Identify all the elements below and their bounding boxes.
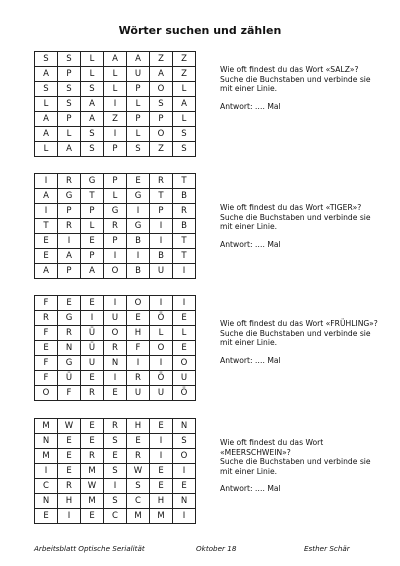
grid-cell: G xyxy=(81,174,104,189)
grid-cell: R xyxy=(104,419,127,434)
grid-cell: O xyxy=(104,264,127,279)
grid-cell: L xyxy=(173,82,196,97)
grid-cell: S xyxy=(104,464,127,479)
grid-cell: P xyxy=(104,174,127,189)
grid-cell: M xyxy=(127,509,150,524)
grid-cell: Z xyxy=(173,67,196,82)
grid-cell: I xyxy=(173,464,196,479)
page-title: Wörter suchen und zählen xyxy=(118,24,282,37)
grid-cell: E xyxy=(35,341,58,356)
task-text xyxy=(220,319,390,365)
grid-cell: E xyxy=(35,234,58,249)
grid-cell: E xyxy=(150,479,173,494)
question-line: «MEERSCHWEIN»? xyxy=(220,447,291,457)
grid-row xyxy=(35,464,196,479)
grid-cell: Ü xyxy=(81,326,104,341)
question-line: mit einer Linie. xyxy=(220,338,278,348)
grid-cell: N xyxy=(104,356,127,371)
question-line: Suche die Buchstaben und verbinde sie xyxy=(220,212,371,222)
grid-cell: I xyxy=(150,219,173,234)
grid-cell: Z xyxy=(150,52,173,67)
grid-cell: O xyxy=(104,326,127,341)
grid-cell: I xyxy=(173,264,196,279)
grid-cell: U xyxy=(104,311,127,326)
grid-cell: I xyxy=(104,249,127,264)
grid-cell: T xyxy=(150,189,173,204)
grid-cell: I xyxy=(104,371,127,386)
grid-row xyxy=(35,479,196,494)
grid-cell: C xyxy=(35,479,58,494)
grid-cell: P xyxy=(104,142,127,157)
grid-cell: I xyxy=(35,174,58,189)
grid-cell: I xyxy=(150,296,173,311)
question-line: Suche die Buchstaben und verbinde sie xyxy=(220,457,371,467)
grid-cell: A xyxy=(150,67,173,82)
grid-cell: Z xyxy=(104,112,127,127)
grid-cell: L xyxy=(35,97,58,112)
grid-cell: I xyxy=(58,509,81,524)
grid-cell: B xyxy=(127,234,150,249)
grid-cell: R xyxy=(81,449,104,464)
grid-cell: E xyxy=(81,234,104,249)
grid-row xyxy=(35,249,196,264)
grid-row xyxy=(35,142,196,157)
grid-cell: R xyxy=(127,371,150,386)
grid-cell: E xyxy=(81,434,104,449)
grid-cell: I xyxy=(150,434,173,449)
grid-cell: L xyxy=(35,142,58,157)
grid-cell: E xyxy=(58,464,81,479)
grid-row xyxy=(35,296,196,311)
grid-cell: I xyxy=(104,479,127,494)
grid-cell: E xyxy=(58,449,81,464)
grid-cell: P xyxy=(58,204,81,219)
grid-cell: I xyxy=(150,449,173,464)
grid-cell: O xyxy=(173,356,196,371)
grid-row xyxy=(35,356,196,371)
grid-row xyxy=(35,434,196,449)
grid-cell: O xyxy=(35,386,58,401)
footer-left: Arbeitsblatt Optische Serialität xyxy=(34,544,145,553)
grid-cell: W xyxy=(58,419,81,434)
footer-center: Oktober 18 xyxy=(196,544,237,553)
grid-cell: I xyxy=(104,296,127,311)
grid-cell: S xyxy=(35,52,58,67)
grid-row xyxy=(35,494,196,509)
grid-cell: L xyxy=(81,219,104,234)
grid-cell: A xyxy=(58,249,81,264)
grid-cell: G xyxy=(58,356,81,371)
grid-cell: G xyxy=(104,204,127,219)
grid-cell: N xyxy=(173,419,196,434)
grid-cell: I xyxy=(58,234,81,249)
grid-cell: O xyxy=(150,341,173,356)
question-line: mit einer Linie. xyxy=(220,466,278,476)
letter-grid xyxy=(34,418,196,524)
grid-row xyxy=(35,112,196,127)
grid-cell: S xyxy=(81,82,104,97)
grid-cell: O xyxy=(127,296,150,311)
grid-cell: L xyxy=(127,127,150,142)
grid-cell: Z xyxy=(150,142,173,157)
grid-cell: R xyxy=(104,219,127,234)
grid-cell: I xyxy=(81,311,104,326)
grid-cell: E xyxy=(81,419,104,434)
grid-cell: G xyxy=(127,219,150,234)
grid-cell: M xyxy=(150,509,173,524)
question-line: Wie oft findest du das Wort xyxy=(220,438,324,447)
grid-cell: E xyxy=(81,296,104,311)
grid-cell: R xyxy=(173,204,196,219)
grid-cell: E xyxy=(127,434,150,449)
grid-cell: U xyxy=(81,356,104,371)
grid-cell: S xyxy=(173,142,196,157)
grid-cell: E xyxy=(127,174,150,189)
grid-cell: Ü xyxy=(81,341,104,356)
grid-row xyxy=(35,509,196,524)
answer-line: Antwort: …. Mal xyxy=(220,101,281,111)
grid-cell: M xyxy=(35,419,58,434)
grid-cell: S xyxy=(173,127,196,142)
grid-row xyxy=(35,52,196,67)
question-line: mit einer Linie. xyxy=(220,84,278,94)
grid-cell: E xyxy=(173,479,196,494)
grid-cell: A xyxy=(58,142,81,157)
question-line: Wie oft findest du das Wort «SALZ»? xyxy=(220,65,359,74)
grid-cell: P xyxy=(127,112,150,127)
grid-row xyxy=(35,67,196,82)
grid-cell: E xyxy=(104,449,127,464)
grid-cell: I xyxy=(104,127,127,142)
question-line: Suche die Buchstaben und verbinde sie xyxy=(220,74,371,84)
grid-cell: I xyxy=(35,204,58,219)
grid-cell: I xyxy=(127,249,150,264)
grid-cell: R xyxy=(58,479,81,494)
grid-cell: M xyxy=(81,464,104,479)
grid-cell: C xyxy=(104,509,127,524)
grid-cell: T xyxy=(173,249,196,264)
question-line: Suche die Buchstaben und verbinde sie xyxy=(220,328,371,338)
grid-cell: S xyxy=(81,127,104,142)
grid-cell: I xyxy=(127,204,150,219)
grid-cell: P xyxy=(58,264,81,279)
grid-row xyxy=(35,174,196,189)
grid-cell: N xyxy=(35,494,58,509)
grid-cell: H xyxy=(127,419,150,434)
letter-grid xyxy=(34,51,196,157)
grid-cell: A xyxy=(81,112,104,127)
grid-cell: L xyxy=(127,97,150,112)
grid-cell: Ö xyxy=(150,311,173,326)
grid-cell: L xyxy=(173,112,196,127)
grid-cell: I xyxy=(127,356,150,371)
grid-cell: S xyxy=(150,97,173,112)
letter-grid xyxy=(34,295,196,401)
answer-line: Antwort: …. Mal xyxy=(220,239,281,249)
grid-row xyxy=(35,341,196,356)
grid-cell: S xyxy=(58,52,81,67)
grid-cell: M xyxy=(35,449,58,464)
grid-cell: U xyxy=(127,67,150,82)
grid-row xyxy=(35,311,196,326)
grid-cell: H xyxy=(150,494,173,509)
grid-cell: I xyxy=(35,464,58,479)
grid-cell: B xyxy=(173,189,196,204)
grid-cell: L xyxy=(104,67,127,82)
grid-cell: A xyxy=(81,264,104,279)
task-text xyxy=(220,65,390,111)
grid-cell: O xyxy=(150,82,173,97)
grid-cell: T xyxy=(173,234,196,249)
grid-cell: P xyxy=(150,112,173,127)
footer-right: Esther Schär xyxy=(304,544,350,553)
grid-cell: I xyxy=(173,296,196,311)
grid-cell: E xyxy=(104,386,127,401)
grid-cell: Ü xyxy=(58,371,81,386)
question-line: Wie oft findest du das Wort «TIGER»? xyxy=(220,203,362,212)
grid-cell: P xyxy=(58,112,81,127)
grid-cell: E xyxy=(35,249,58,264)
grid-cell: O xyxy=(173,449,196,464)
grid-cell: A xyxy=(35,189,58,204)
grid-cell: F xyxy=(35,371,58,386)
grid-cell: R xyxy=(104,341,127,356)
grid-cell: E xyxy=(58,296,81,311)
grid-cell: R xyxy=(150,174,173,189)
grid-row xyxy=(35,234,196,249)
grid-cell: S xyxy=(58,82,81,97)
grid-cell: E xyxy=(173,311,196,326)
grid-row xyxy=(35,326,196,341)
grid-cell: E xyxy=(127,311,150,326)
grid-cell: I xyxy=(104,97,127,112)
grid-cell: C xyxy=(127,494,150,509)
grid-cell: S xyxy=(127,479,150,494)
answer-line: Antwort: …. Mal xyxy=(220,484,281,494)
grid-cell: E xyxy=(35,509,58,524)
grid-cell: E xyxy=(58,434,81,449)
grid-cell: A xyxy=(35,112,58,127)
grid-cell: P xyxy=(104,234,127,249)
grid-cell: S xyxy=(58,97,81,112)
grid-cell: L xyxy=(81,67,104,82)
grid-cell: P xyxy=(127,82,150,97)
grid-cell: N xyxy=(58,341,81,356)
grid-row xyxy=(35,386,196,401)
question-line: Wie oft findest du das Wort «FRÜHLING»? xyxy=(220,319,378,328)
grid-cell: A xyxy=(127,52,150,67)
grid-cell: A xyxy=(35,264,58,279)
task-text xyxy=(220,203,390,249)
grid-cell: F xyxy=(35,326,58,341)
grid-row xyxy=(35,204,196,219)
grid-cell: P xyxy=(81,204,104,219)
grid-cell: A xyxy=(35,67,58,82)
grid-cell: U xyxy=(173,371,196,386)
grid-cell: F xyxy=(58,386,81,401)
grid-cell: I xyxy=(150,234,173,249)
letter-grid xyxy=(34,173,196,279)
grid-cell: H xyxy=(127,326,150,341)
grid-cell: U xyxy=(150,264,173,279)
grid-cell: F xyxy=(35,356,58,371)
grid-cell: L xyxy=(104,189,127,204)
grid-cell: G xyxy=(58,311,81,326)
grid-cell: F xyxy=(127,341,150,356)
grid-cell: L xyxy=(173,326,196,341)
grid-cell: L xyxy=(58,127,81,142)
grid-row xyxy=(35,419,196,434)
grid-cell: S xyxy=(173,434,196,449)
grid-cell: L xyxy=(104,82,127,97)
grid-cell: B xyxy=(150,249,173,264)
grid-cell: T xyxy=(173,174,196,189)
grid-cell: R xyxy=(35,311,58,326)
grid-cell: U xyxy=(150,386,173,401)
grid-cell: N xyxy=(35,434,58,449)
grid-cell: I xyxy=(150,356,173,371)
grid-cell: B xyxy=(173,219,196,234)
grid-cell: P xyxy=(150,204,173,219)
grid-cell: G xyxy=(58,189,81,204)
grid-cell: N xyxy=(173,494,196,509)
grid-row xyxy=(35,371,196,386)
grid-row xyxy=(35,189,196,204)
grid-cell: S xyxy=(81,142,104,157)
grid-cell: W xyxy=(81,479,104,494)
grid-cell: F xyxy=(35,296,58,311)
grid-cell: S xyxy=(104,434,127,449)
grid-cell: E xyxy=(81,371,104,386)
grid-cell: R xyxy=(58,174,81,189)
grid-cell: Z xyxy=(173,52,196,67)
grid-cell: Ö xyxy=(150,371,173,386)
grid-cell: O xyxy=(150,127,173,142)
grid-cell: S xyxy=(127,142,150,157)
grid-cell: B xyxy=(127,264,150,279)
grid-cell: R xyxy=(58,326,81,341)
question-line: mit einer Linie. xyxy=(220,222,278,232)
grid-cell: W xyxy=(127,464,150,479)
grid-cell: R xyxy=(127,449,150,464)
grid-cell: S xyxy=(104,494,127,509)
grid-cell: A xyxy=(173,97,196,112)
grid-row xyxy=(35,449,196,464)
grid-cell: S xyxy=(35,82,58,97)
grid-cell: U xyxy=(127,386,150,401)
grid-row xyxy=(35,97,196,112)
grid-cell: A xyxy=(81,97,104,112)
grid-cell: M xyxy=(81,494,104,509)
grid-cell: G xyxy=(127,189,150,204)
grid-cell: P xyxy=(58,67,81,82)
task-text xyxy=(220,438,390,494)
grid-cell: E xyxy=(150,419,173,434)
grid-cell: I xyxy=(173,509,196,524)
grid-cell: E xyxy=(150,464,173,479)
grid-cell: A xyxy=(35,127,58,142)
grid-cell: Ö xyxy=(173,386,196,401)
grid-cell: P xyxy=(81,249,104,264)
grid-cell: E xyxy=(173,341,196,356)
grid-row xyxy=(35,264,196,279)
answer-line: Antwort: …. Mal xyxy=(220,355,281,365)
grid-cell: R xyxy=(58,219,81,234)
grid-cell: L xyxy=(81,52,104,67)
grid-cell: H xyxy=(58,494,81,509)
grid-cell: T xyxy=(35,219,58,234)
grid-cell: L xyxy=(150,326,173,341)
grid-cell: T xyxy=(81,189,104,204)
grid-cell: A xyxy=(104,52,127,67)
grid-row xyxy=(35,127,196,142)
grid-cell: R xyxy=(81,386,104,401)
grid-row xyxy=(35,219,196,234)
grid-cell: E xyxy=(81,509,104,524)
grid-row xyxy=(35,82,196,97)
